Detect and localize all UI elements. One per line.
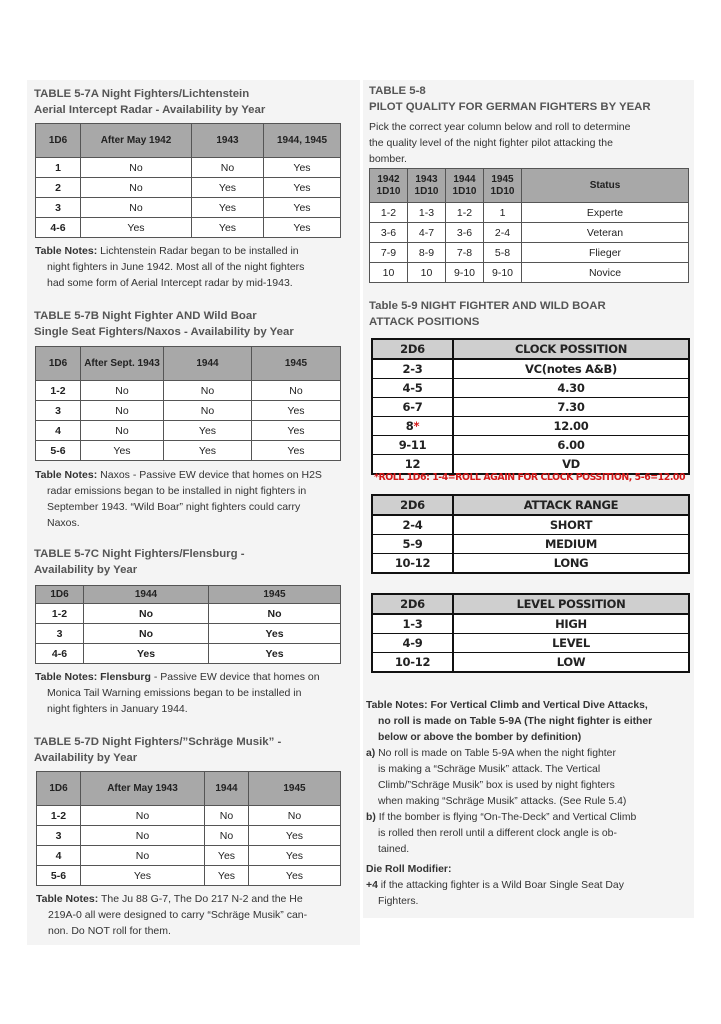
notes-text: Naxos. — [47, 517, 80, 529]
title-line: TABLE 5-7B Night Fighter AND Wild Boar — [34, 310, 257, 322]
table-row — [37, 846, 341, 866]
modifier-title: Die Roll Modifier: — [366, 864, 452, 875]
table-row — [372, 436, 689, 455]
table-cell: No — [81, 381, 164, 401]
table-cell: Yes — [252, 401, 341, 421]
intro-text: bomber. — [369, 153, 407, 165]
table-row — [36, 624, 341, 644]
table-cell: Yes — [84, 644, 209, 664]
attack-range-table — [371, 494, 690, 574]
notes-text: Table Notes: For Vertical Climb and Vertical Dive Attacks, — [366, 700, 648, 711]
table-cell: 7-9 — [370, 243, 408, 263]
table-cell: MEDIUM — [453, 535, 689, 554]
table-cell: No — [205, 826, 249, 846]
table-cell: No — [205, 806, 249, 826]
table-cell: 5-6 — [36, 441, 81, 461]
table-row — [372, 634, 689, 653]
table-cell: 2-4 — [484, 223, 522, 243]
table-5-7c-notes — [35, 669, 357, 717]
table-header-row — [36, 124, 341, 158]
table-header-row — [372, 594, 689, 614]
table-cell: No — [192, 158, 264, 178]
table-header-row — [370, 169, 689, 203]
notes-text: The Ju 88 G-7, The Do 217 N-2 and the He — [100, 893, 303, 905]
table-5-7b — [35, 346, 341, 461]
table-cell: 4-6 — [36, 218, 81, 238]
column-header: 1D6 — [37, 772, 81, 806]
table-cell: 9-10 — [446, 263, 484, 283]
title-line: Single Seat Fighters/Naxos - Availability by Year — [34, 326, 294, 338]
table-5-7a-notes — [35, 243, 357, 291]
title-line: TABLE 5-8 — [369, 85, 426, 97]
table-cell: 2 — [36, 178, 81, 198]
table-cell: Yes — [205, 866, 249, 886]
notes-text: is making a “Schräge Musik” attack. The Vertical — [378, 764, 601, 775]
table-row — [372, 359, 689, 379]
table-cell: 12 — [372, 455, 453, 475]
notes-text: Climb/”Schräge Musik” box is used by night fighters — [378, 780, 615, 791]
table-row — [370, 263, 689, 283]
table-cell: VD — [453, 455, 689, 475]
table-cell: No — [81, 826, 205, 846]
table-cell: 5-6 — [37, 866, 81, 886]
table-cell: LOW — [453, 653, 689, 673]
table-cell — [372, 417, 453, 436]
table-cell: Veteran — [522, 223, 689, 243]
notes-text: Naxos - Passive EW device that homes on H2S — [100, 469, 322, 481]
table-cell: 10-12 — [372, 554, 453, 574]
column-header: 1944 1D10 — [446, 169, 484, 203]
column-header: After May 1943 — [81, 772, 205, 806]
notes-text: when making “Schräge Musik” attacks. (See Rule 5.4) — [378, 796, 627, 807]
column-header: Status — [522, 169, 689, 203]
note-b-label: b) — [366, 812, 376, 823]
column-header: 1944 — [84, 586, 209, 604]
intro-text: the quality level of the night fighter pilot attacking the — [369, 137, 613, 149]
table-cell: Yes — [264, 218, 341, 238]
column-header: 2D6 — [372, 339, 453, 359]
column-header: 1943 — [192, 124, 264, 158]
title-line: Availability by Year — [34, 564, 138, 576]
table-row — [372, 535, 689, 554]
table-cell: Novice — [522, 263, 689, 283]
table-row — [36, 178, 341, 198]
table-header-row — [372, 495, 689, 515]
column-header: After Sept. 1943 — [81, 347, 164, 381]
title-line: Aerial Intercept Radar - Availability by Year — [34, 104, 266, 116]
cell-value: 8 — [405, 419, 414, 433]
table-row — [372, 417, 689, 436]
notes-text: If the bomber is flying “On-The-Deck” and Vertical Climb — [378, 812, 637, 823]
table-cell: No — [81, 178, 192, 198]
table-cell: 3 — [36, 401, 81, 421]
column-header: 2D6 — [372, 495, 453, 515]
table-cell: No — [84, 604, 209, 624]
column-header: LEVEL POSSITION — [453, 594, 689, 614]
clock-position-table — [371, 338, 690, 475]
notes-text: tained. — [378, 844, 410, 855]
notes-text: night fighters in January 1944. — [47, 703, 188, 715]
table-row — [372, 379, 689, 398]
table-cell: Yes — [249, 826, 341, 846]
table-5-7b-notes — [35, 467, 357, 531]
table-cell: 7.30 — [453, 398, 689, 417]
notes-lead: Table Notes: — [35, 469, 98, 481]
column-header: 2D6 — [372, 594, 453, 614]
table-cell: 5-9 — [372, 535, 453, 554]
notes-text: No roll is made on Table 5-9A when the night fighter — [378, 748, 616, 759]
column-header: 1D6 — [36, 124, 81, 158]
column-header: 1943 1D10 — [408, 169, 446, 203]
table-row — [370, 223, 689, 243]
table-cell: No — [81, 806, 205, 826]
table-cell: VC(notes A&B) — [453, 359, 689, 379]
table-cell: Yes — [164, 441, 252, 461]
table-row — [36, 401, 341, 421]
intro-text: Pick the correct year column below and roll to determine — [369, 121, 631, 133]
column-header: 1945 1D10 — [484, 169, 522, 203]
table-header-row — [36, 347, 341, 381]
table-cell: 12.00 — [453, 417, 689, 436]
column-header: 1944, 1945 — [264, 124, 341, 158]
table-cell: No — [81, 421, 164, 441]
table-cell: LONG — [453, 554, 689, 574]
table-cell: HIGH — [453, 614, 689, 634]
table-header-row — [37, 772, 341, 806]
column-header: 1942 1D10 — [370, 169, 408, 203]
table-cell: 3-6 — [446, 223, 484, 243]
column-header: ATTACK RANGE — [453, 495, 689, 515]
reroll-note: *ROLL 1D6: 1-4=ROLL AGAIN FOR CLOCK POSSITION, 5-6=12.00 — [374, 472, 686, 483]
table-row — [36, 158, 341, 178]
table-cell: 1-2 — [446, 203, 484, 223]
table-5-7d-notes — [36, 891, 358, 939]
table-cell: 1-2 — [36, 604, 84, 624]
table-cell: Yes — [264, 198, 341, 218]
title-line: TABLE 5-7D Night Fighters/”Schräge Musik” - — [34, 736, 282, 748]
column-header: 1944 — [164, 347, 252, 381]
notes-text: night fighters in June 1942. Most all of the night fighters — [47, 261, 305, 273]
table-cell: LEVEL — [453, 634, 689, 653]
table-cell: 6.00 — [453, 436, 689, 455]
table-cell: 10-12 — [372, 653, 453, 673]
table-cell: Yes — [81, 866, 205, 886]
table-5-8 — [369, 168, 689, 283]
table-cell: 1-2 — [370, 203, 408, 223]
column-header: 1D6 — [36, 586, 84, 604]
table-cell: Yes — [164, 421, 252, 441]
column-header: 1945 — [209, 586, 341, 604]
column-header: After May 1942 — [81, 124, 192, 158]
title-line: ATTACK POSITIONS — [369, 316, 480, 328]
table-row — [372, 653, 689, 673]
title-line: Availability by Year — [34, 752, 138, 764]
star-marker: * — [413, 419, 420, 433]
table-5-7d-title — [34, 734, 281, 766]
title-line: TABLE 5-7A Night Fighters/Lichtenstein — [34, 88, 250, 100]
table-cell: No — [84, 624, 209, 644]
notes-text: Monica Tail Warning emissions began to be installed in — [47, 687, 302, 699]
notes-text: had some form of Aerial Intercept radar by mid-1943. — [47, 277, 293, 289]
notes-text: below or above the bomber by definition) — [378, 732, 582, 743]
table-cell: 9-10 — [484, 263, 522, 283]
table-cell: Yes — [205, 846, 249, 866]
table-row — [36, 604, 341, 624]
table-5-9-title — [369, 298, 606, 330]
table-cell: No — [249, 806, 341, 826]
notes-text: is rolled then reroll until a different clock angle is ob- — [378, 828, 617, 839]
table-cell: 4 — [37, 846, 81, 866]
table-cell: 3-6 — [370, 223, 408, 243]
table-5-7a-title — [34, 86, 265, 118]
notes-lead: Table Notes: — [36, 893, 99, 905]
table-cell: Flieger — [522, 243, 689, 263]
table-cell: Experte — [522, 203, 689, 223]
table-row — [372, 554, 689, 574]
title-line: PILOT QUALITY FOR GERMAN FIGHTERS BY YEAR — [369, 101, 651, 113]
table-row — [37, 826, 341, 846]
level-position-table — [371, 593, 690, 673]
title-line: TABLE 5-7C Night Fighters/Flensburg - — [34, 548, 245, 560]
table-cell: 3 — [36, 624, 84, 644]
table-cell: 2-3 — [372, 359, 453, 379]
table-cell: 10 — [408, 263, 446, 283]
table-row — [36, 381, 341, 401]
notes-text: Fighters. — [378, 896, 419, 907]
table-cell: 2-4 — [372, 515, 453, 535]
table-cell: 10 — [370, 263, 408, 283]
table-row — [36, 644, 341, 664]
notes-text: if the attacking fighter is a Wild Boar Single Seat Day — [380, 880, 624, 891]
table-cell: Yes — [264, 158, 341, 178]
notes-text: September 1943. “Wild Boar” night fighters could carry — [47, 501, 301, 513]
table-cell: No — [252, 381, 341, 401]
table-5-8-intro — [369, 119, 689, 167]
table-row — [36, 441, 341, 461]
table-cell: SHORT — [453, 515, 689, 535]
table-cell: 3 — [36, 198, 81, 218]
table-cell: 9-11 — [372, 436, 453, 455]
table-cell: No — [209, 604, 341, 624]
table-cell: Yes — [192, 198, 264, 218]
bottom-notes — [366, 698, 692, 910]
table-cell: No — [81, 198, 192, 218]
notes-lead: Table Notes: — [35, 245, 98, 257]
column-header: 1944 — [205, 772, 249, 806]
table-cell: 4-5 — [372, 379, 453, 398]
table-cell: 3 — [37, 826, 81, 846]
table-cell: 4-7 — [408, 223, 446, 243]
table-cell: Yes — [249, 846, 341, 866]
notes-text: no roll is made on Table 5-9A (The night fighter is either — [378, 716, 653, 727]
table-cell: Yes — [209, 624, 341, 644]
table-cell: 4.30 — [453, 379, 689, 398]
table-cell: Yes — [209, 644, 341, 664]
table-cell: No — [164, 401, 252, 421]
table-row — [37, 806, 341, 826]
column-header: 1945 — [249, 772, 341, 806]
table-cell: Yes — [192, 178, 264, 198]
title-line: Table 5-9 NIGHT FIGHTER AND WILD BOAR — [369, 300, 606, 312]
column-header: 1945 — [252, 347, 341, 381]
table-5-8-title — [369, 83, 651, 115]
notes-text: non. Do NOT roll for them. — [48, 925, 171, 937]
table-row — [372, 398, 689, 417]
column-header: 1D6 — [36, 347, 81, 381]
table-cell: No — [164, 381, 252, 401]
table-row — [370, 243, 689, 263]
table-cell: 1 — [36, 158, 81, 178]
table-cell: Yes — [192, 218, 264, 238]
table-row — [372, 515, 689, 535]
table-cell: Yes — [264, 178, 341, 198]
table-cell: Yes — [81, 218, 192, 238]
table-cell: 1-3 — [372, 614, 453, 634]
notes-lead: Table Notes: Flensburg — [35, 671, 151, 683]
notes-text: - Passive EW device that homes on — [153, 671, 320, 683]
table-cell: 1-3 — [408, 203, 446, 223]
table-cell: 1-2 — [37, 806, 81, 826]
table-cell: 6-7 — [372, 398, 453, 417]
table-cell: No — [81, 401, 164, 421]
table-row — [37, 866, 341, 886]
notes-text: 219A-0 all were designed to carry “Schräge Musik” can- — [48, 909, 308, 921]
table-header-row — [372, 339, 689, 359]
table-cell: 4-9 — [372, 634, 453, 653]
table-cell: 4 — [36, 421, 81, 441]
table-row — [36, 198, 341, 218]
table-5-7c — [35, 585, 341, 664]
table-5-7b-title — [34, 308, 294, 340]
table-5-7a — [35, 123, 341, 238]
table-row — [36, 218, 341, 238]
table-5-7d — [36, 771, 341, 886]
table-header-row — [36, 586, 341, 604]
table-cell: Yes — [252, 421, 341, 441]
table-row — [370, 203, 689, 223]
table-cell: 7-8 — [446, 243, 484, 263]
table-cell: 8-9 — [408, 243, 446, 263]
notes-text: radar emissions began to be installed in night fighters in — [47, 485, 307, 497]
table-cell: 1-2 — [36, 381, 81, 401]
table-cell: Yes — [249, 866, 341, 886]
modifier-value: +4 — [366, 880, 378, 891]
table-cell: 1 — [484, 203, 522, 223]
table-cell: No — [81, 158, 192, 178]
table-cell: 5-8 — [484, 243, 522, 263]
table-cell: 4-6 — [36, 644, 84, 664]
table-cell: Yes — [81, 441, 164, 461]
table-cell: Yes — [252, 441, 341, 461]
notes-text: Lichtenstein Radar began to be installed in — [100, 245, 299, 257]
note-a-label: a) — [366, 748, 376, 759]
table-row — [36, 421, 341, 441]
column-header: CLOCK POSSITION — [453, 339, 689, 359]
table-row — [372, 614, 689, 634]
table-5-7c-title — [34, 546, 245, 578]
table-cell: No — [81, 846, 205, 866]
